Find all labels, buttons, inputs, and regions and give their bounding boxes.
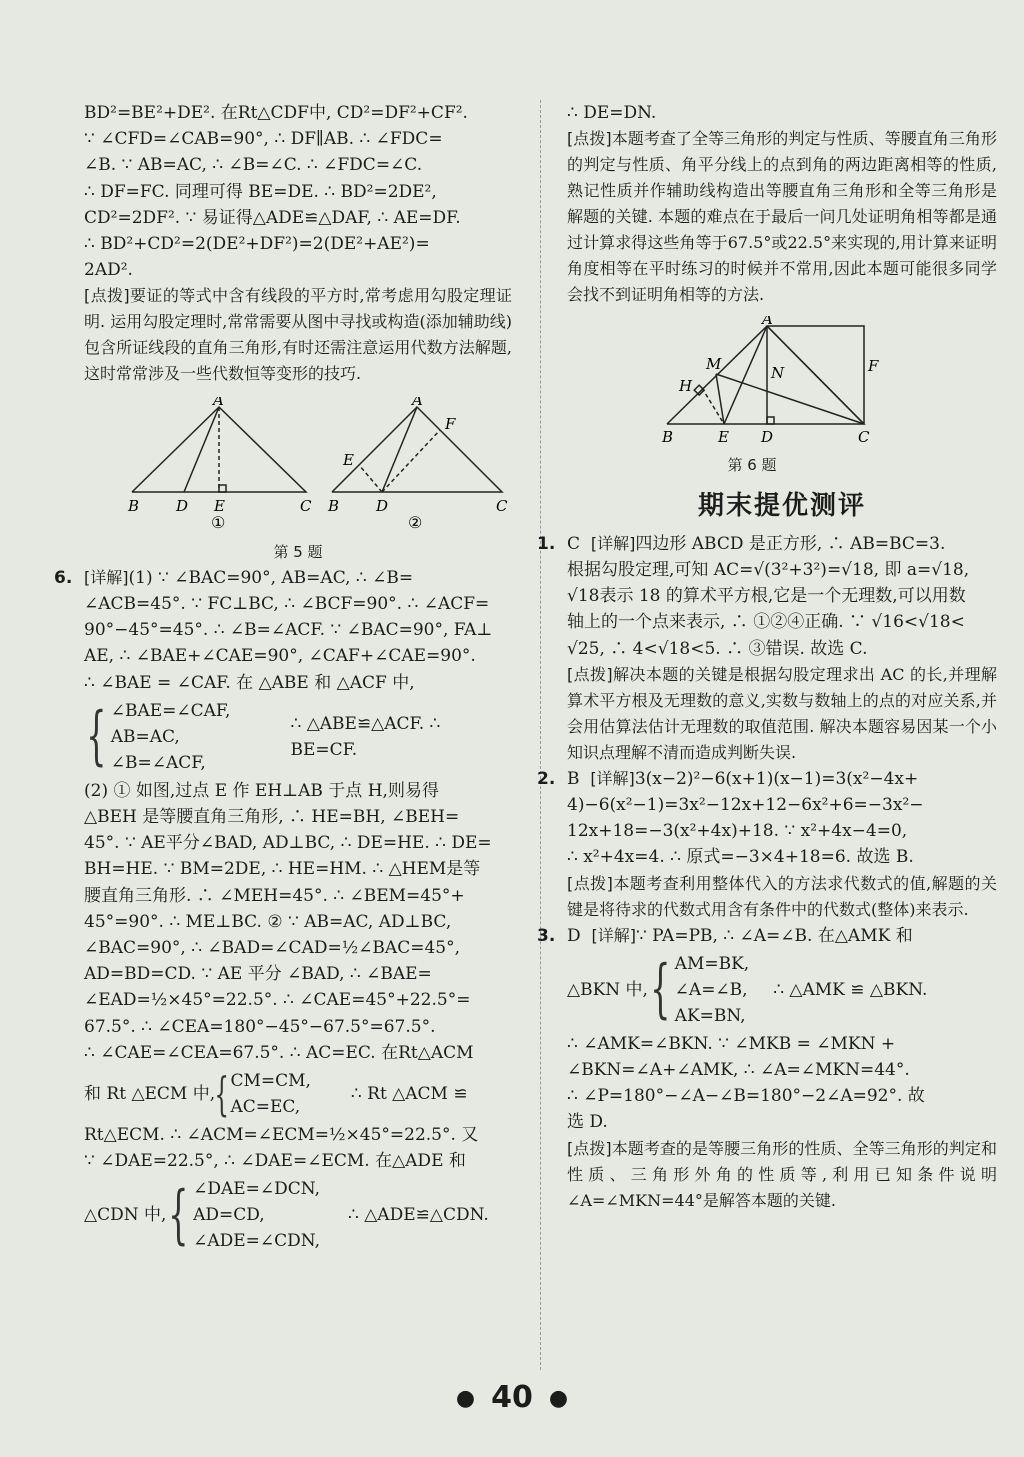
note-tag: [点拨] [567, 1138, 612, 1158]
text-line: △BEH 是等腰直角三角形, ∴ HE=BH, ∠BEH= [84, 807, 460, 828]
text-line [84, 565, 413, 591]
note-tag: [点拨] [84, 286, 130, 306]
note-text: 本题考查利用整体代入的方法求代数式的值,解题的关键是将待求的代数式用含有条件中的代数式(整体)来表示. [567, 873, 997, 919]
q2-solution [537, 766, 997, 923]
section-title: 期末提优测评 [697, 490, 866, 521]
answer: D [567, 925, 581, 946]
text-line: ∴ ∠CAE=∠CEA=67.5°. ∴ AC=EC. 在Rt△ACM [84, 1042, 474, 1063]
note-text: 本题考查了全等三角形的判定与性质、等腰直角三角形的判定与性质、角平分线上的点到角的两边距离相等的性质,熟记性质并作辅助线构造出等腰直角三角形和全等三角形是解题的关键. 本题的难点在于最后一问几处证明角相等都是通过计算求得这些角等于67.5°或22.5°来实现的,用计算来证明角度相等在平时练习的时候并不常用,因此本题可能很多同学会找不到证明角相等的方法. [567, 129, 997, 305]
question-number: 1. [537, 533, 556, 554]
text-line: ∴ ∠AMK=∠BKN. ∵ ∠MKB = ∠MKN + [567, 1033, 896, 1054]
text-span: 3(x−2)²−6(x+1)(x−1)=3(x²−4x+ [634, 768, 919, 789]
bullet-icon: ● [548, 1386, 569, 1411]
system-line: AC=EC, [230, 1097, 301, 1118]
equation-system [84, 1176, 512, 1254]
system-conclusion: ∴ △AMK ≌ △BKN. [773, 979, 928, 1000]
point-label: E [214, 497, 225, 516]
q1-solution [537, 531, 997, 766]
brace: { [214, 1066, 230, 1121]
q6-solution [54, 565, 512, 1255]
point-label: B [662, 428, 674, 447]
text-line: ∴ DE=DN. [567, 103, 657, 123]
text-line: ∠BKN=∠A+∠AMK, ∴ ∠A=∠MKN=44°. [567, 1060, 910, 1081]
system-line: AM=BK, [674, 953, 750, 974]
page-number-text: 40 [491, 1380, 533, 1415]
point-label: A [412, 397, 423, 410]
note-text: 要证的等式中含有线段的平方时,常考虑用勾股定理证明. 运用勾股定理时,常常需要从图中寻找或构造(添加辅助线)包含所证线段的直角三角形,有时还需注意运用代数方法解题,这时常常涉及一些代数恒等变形的技巧. [84, 286, 512, 384]
q3-solution [537, 923, 997, 1214]
q1-head [537, 531, 997, 557]
text-span: 四边形 ABCD 是正方形, ∴ AB=BC=3. [635, 533, 946, 554]
q6-head [54, 565, 512, 591]
figure-caption: 第 6 题 [727, 456, 777, 475]
point-label: B [328, 497, 340, 516]
figure-label-2: ② [408, 513, 423, 533]
text-line: ∵ ∠DAE=22.5°, ∴ ∠DAE=∠ECM. 在△ADE 和 [84, 1151, 466, 1172]
detail-tag: [详解] [590, 768, 635, 788]
detail-tag: [详解] [84, 567, 129, 587]
point-label: D [176, 497, 189, 516]
text-line: √18表示 18 的算术平方根,它是一个无理数,可以用数 [567, 586, 966, 607]
text-line: BD²=BE²+DE². 在Rt△CDF中, CD²=DF²+CF². [84, 103, 468, 123]
point-label: H [679, 377, 693, 396]
page-number [0, 1380, 1024, 1415]
system-line: ∠DAE=∠DCN, [193, 1179, 321, 1200]
text-line: 45°=90°. ∴ ME⊥BC. ② ∵ AB=AC, AD⊥BC, [84, 911, 452, 932]
system-conclusion: ∴ Rt △ACM ≌ [350, 1083, 468, 1104]
q2-note [567, 871, 997, 923]
point-label: E [343, 451, 354, 470]
question-number: 3. [537, 925, 556, 946]
figure-label-1: ① [211, 513, 226, 533]
q3-note [567, 1136, 997, 1214]
note-tag: [点拨] [567, 664, 613, 684]
text-line: 45°. ∵ AE平分∠BAD, AD⊥BC, ∴ DE=HE. ∴ DE= [84, 833, 492, 854]
text-line: ∵ ∠CFD=∠CAB=90°, ∴ DF∥AB. ∴ ∠FDC= [84, 129, 443, 150]
text-line: 90°−45°=45°. ∴ ∠B=∠ACF. ∵ ∠BAC=90°, FA⊥ [84, 620, 493, 641]
text-line: 4)−6(x²−1)=3x²−12x+12−6x²+6=−3x²− [567, 795, 924, 816]
q3-head [537, 923, 997, 949]
point-label: A [762, 316, 773, 329]
point-label: F [868, 357, 879, 376]
text-line: CD²=2DF². ∵ 易证得△ADE≌△DAF, ∴ AE=DF. [84, 207, 461, 228]
text-line: (2) ① 如图,过点 E 作 EH⊥AB 于点 H,则易得 [84, 780, 439, 801]
point-label: N [771, 364, 785, 383]
equation-system [567, 951, 997, 1029]
q1-note [567, 662, 997, 766]
text-span: (1) ∵ ∠BAC=90°, AB=AC, ∴ ∠B= [128, 567, 414, 588]
text-line: √25, ∴ 4<√18<5. ∴ ③错误. 故选 C. [567, 638, 868, 659]
right-column [537, 100, 997, 1214]
text-span: ∵ PA=PB, ∴ ∠A=∠B. 在△AMK 和 [635, 925, 913, 946]
figure-q6 [567, 316, 997, 478]
q6-note [567, 126, 997, 308]
brace: { [168, 1177, 189, 1252]
text-line: 选 D. [567, 1112, 608, 1133]
text-line: ∠BAC=90°, ∴ ∠BAD=∠CAD=½∠BAC=45°, [84, 938, 460, 959]
point-label: E [718, 428, 729, 447]
point-label: A [213, 397, 224, 410]
system-conclusion: ∴ △ABE≌△ACF. ∴ BE=CF. [290, 713, 441, 760]
point-label: C [858, 428, 870, 447]
system-lead: △BKN 中, [567, 979, 648, 1000]
system-lead: 和 Rt △ECM 中, [84, 1083, 216, 1104]
text-line: AE, ∴ ∠BAE+∠CAE=90°, ∠CAF+∠CAE=90°. [84, 646, 476, 667]
q5-continuation [84, 100, 512, 283]
detail-tag: [详解] [591, 925, 636, 945]
text-line: ∴ ∠P=180°−∠A−∠B=180°−2∠A=92°. 故 [567, 1086, 925, 1107]
brace: { [86, 699, 107, 774]
detail-tag: [详解] [590, 533, 636, 553]
system-line: ∠BAE=∠CAF, [110, 700, 231, 721]
point-label: C [496, 497, 508, 516]
question-number: 2. [537, 768, 556, 789]
text-line: ∠EAD=½×45°=22.5°. ∴ ∠CAE=45°+22.5°= [84, 990, 471, 1011]
system-line: AB=AC, [110, 726, 180, 747]
note-text: 解决本题的关键是根据勾股定理求出 AC 的长,并理解算术平方根及无理数的意义,实数与数轴上的点的对应关系,并会用估算法估计无理数的取值范围. 解决本题容易因某一个小知识点理解不清而造成判断失误. [567, 664, 997, 762]
system-line: ∠B=∠ACF, [110, 752, 206, 773]
system-lead: △CDN 中, [84, 1205, 167, 1226]
text-line [567, 531, 945, 557]
text-line: 腰直角三角形. ∴ ∠MEH=45°. ∴ ∠BEM=45°+ [84, 885, 465, 906]
brace: { [650, 952, 671, 1027]
point-label: M [706, 355, 722, 374]
text-line [567, 923, 913, 949]
point-label: D [376, 497, 389, 516]
note-text: 本题考查的是等腰三角形的性质、全等三角形的判定和性质、三角形外角的性质等,利用已知条件说明∠A=∠MKN=44°是解答本题的关键. [567, 1138, 997, 1210]
question-number: 6. [54, 567, 73, 588]
answer: B [567, 768, 580, 789]
text-line: 67.5°. ∴ ∠CEA=180°−45°−67.5°=67.5°. [84, 1016, 436, 1037]
figure-q5 [84, 397, 512, 564]
text-line: ∠B. ∵ AB=AC, ∴ ∠B=∠C. ∴ ∠FDC=∠C. [84, 155, 423, 176]
note-tag: [点拨] [567, 873, 613, 893]
bullet-icon: ● [455, 1386, 476, 1411]
text-line: 根据勾股定理,可知 AC=√(3²+3²)=√18, 即 a=√18, [567, 560, 970, 581]
column-divider [540, 100, 541, 1370]
text-line: Rt△ECM. ∴ ∠ACM=∠ECM=½×45°=22.5°. 又 [84, 1125, 479, 1146]
point-label: F [445, 415, 456, 434]
text-line [567, 766, 918, 792]
q2-head [537, 766, 997, 792]
figure-caption: 第 5 题 [273, 542, 323, 561]
system-line: AD=CD, [193, 1205, 265, 1226]
text-line: 轴上的一个点来表示, ∴ ①②④正确. ∵ √16<√18< [567, 612, 965, 633]
q5-note [84, 283, 512, 387]
text-line: ∴ BD²+CD²=2(DE²+DF²)=2(DE²+AE²)= [84, 234, 430, 255]
note-tag: [点拨] [567, 129, 612, 149]
figure-q6-svg [567, 316, 997, 446]
text-line: BH=HE. ∵ BM=2DE, ∴ HE=HM. ∴ △HEM是等 [84, 859, 481, 880]
text-line: ∴ DF=FC. 同理可得 BE=DE. ∴ BD²=2DE², [84, 181, 437, 202]
system-line: ∠ADE=∠CDN, [193, 1231, 321, 1252]
text-line: 12x+18=−3(x²+4x)+18. ∵ x²+4x−4=0, [567, 821, 908, 842]
point-label: B [128, 497, 140, 516]
system-conclusion: ∴ △ADE≌△CDN. [348, 1205, 489, 1226]
point-label: D [761, 428, 774, 447]
text-line: ∴ ∠BAE = ∠CAF. 在 △ABE 和 △ACF 中, [84, 672, 415, 693]
text-line: AD=BD=CD. ∵ AE 平分 ∠BAD, ∴ ∠BAE= [84, 964, 432, 985]
text-line: ∴ x²+4x=4. ∴ 原式=−3×4+18=6. 故选 B. [567, 847, 914, 868]
answer: C [567, 533, 581, 554]
equation-system [84, 1068, 512, 1120]
point-label: C [300, 497, 312, 516]
equation-system [84, 698, 512, 776]
text-line: ∠ACB=45°. ∵ FC⊥BC, ∴ ∠BCF=90°. ∴ ∠ACF= [84, 594, 490, 615]
system-line: ∠A=∠B, [674, 979, 748, 1000]
text-line: 2AD². [84, 260, 133, 281]
left-column [54, 100, 512, 1256]
figure-q5-svg [84, 397, 512, 532]
system-line: AK=BN, [674, 1005, 746, 1026]
system-line: CM=CM, [230, 1071, 311, 1092]
